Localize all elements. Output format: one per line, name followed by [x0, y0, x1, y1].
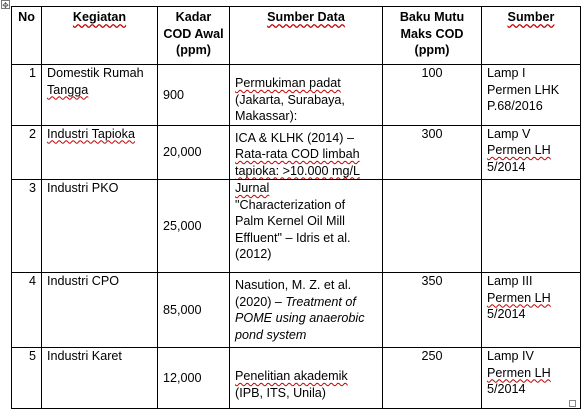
cell-cod: 900: [158, 65, 230, 126]
header-no: No: [12, 7, 42, 65]
header-sumber: Sumber: [482, 7, 581, 65]
cell-kegiatan: Industri PKO: [42, 180, 158, 273]
cell-sumber: Lamp I Permen LHK P.68/2016: [482, 65, 581, 126]
table-row: [12, 348, 581, 409]
table-row: [12, 65, 581, 126]
cell-kegiatan: Industri CPO: [42, 273, 158, 348]
cell-no: 2: [12, 125, 42, 180]
cell-no: 1: [12, 65, 42, 126]
header-cod: Kadar COD Awal (ppm): [158, 7, 230, 65]
cod-table: [11, 6, 581, 409]
cell-cod: 12,000: [158, 348, 230, 409]
cell-sumber-data: Jurnal "Characterization of Palm Kernel Oil Mill Effluent" – Idris et al. (2012): [230, 180, 383, 273]
cell-sumber-data: ICA & KLHK (2014) – Rata-rata COD limbah tapioka: >10.000 mg/L: [230, 125, 383, 180]
cell-no: 3: [12, 180, 42, 273]
cell-baku: 300: [383, 125, 482, 180]
cell-kegiatan: Industri Karet: [42, 348, 158, 409]
header-row: [12, 7, 581, 65]
cell-sumber-data: Penelitian akademik (IPB, ITS, Unila): [230, 348, 383, 409]
cell-cod: 85,000: [158, 273, 230, 348]
cell-kegiatan: Domestik Rumah Tangga: [42, 65, 158, 126]
citation-year: (2020) –: [235, 294, 286, 309]
cell-sumber: Lamp IV Permen LH 5/2014: [482, 348, 581, 409]
header-kegiatan: Kegiatan: [42, 7, 158, 65]
cell-sumber-data: Nasution, M. Z. et al. (2020) – Treatment of POME using anaerobic pond system: [230, 273, 383, 348]
cell-cod: 25,000: [158, 180, 230, 273]
cell-baku: [383, 180, 482, 273]
cell-cod: 20,000: [158, 125, 230, 180]
table-move-handle[interactable]: ✥: [2, 1, 9, 10]
table-resize-handle[interactable]: [569, 400, 576, 407]
cell-sumber: Lamp V Permen LH 5/2014: [482, 125, 581, 180]
table-row: [12, 273, 581, 348]
cell-kegiatan: Industri Tapioka: [42, 125, 158, 180]
table-row: [12, 180, 581, 273]
cell-sumber: Lamp III Permen LH 5/2014: [482, 273, 581, 348]
cell-no: 4: [12, 273, 42, 348]
table-row: [12, 125, 581, 180]
header-sumber-data: Sumber Data: [230, 7, 383, 65]
header-baku-mutu: Baku Mutu Maks COD (ppm): [383, 7, 482, 65]
cell-baku: 100: [383, 65, 482, 126]
cell-no: 5: [12, 348, 42, 409]
cell-sumber-data: Permukiman padat (Jakarta, Surabaya, Makassar):: [230, 65, 383, 126]
cell-sumber: [482, 180, 581, 273]
cell-baku: 350: [383, 273, 482, 348]
cell-baku: 250: [383, 348, 482, 409]
citation-title-part: Treatment of: [285, 294, 356, 309]
